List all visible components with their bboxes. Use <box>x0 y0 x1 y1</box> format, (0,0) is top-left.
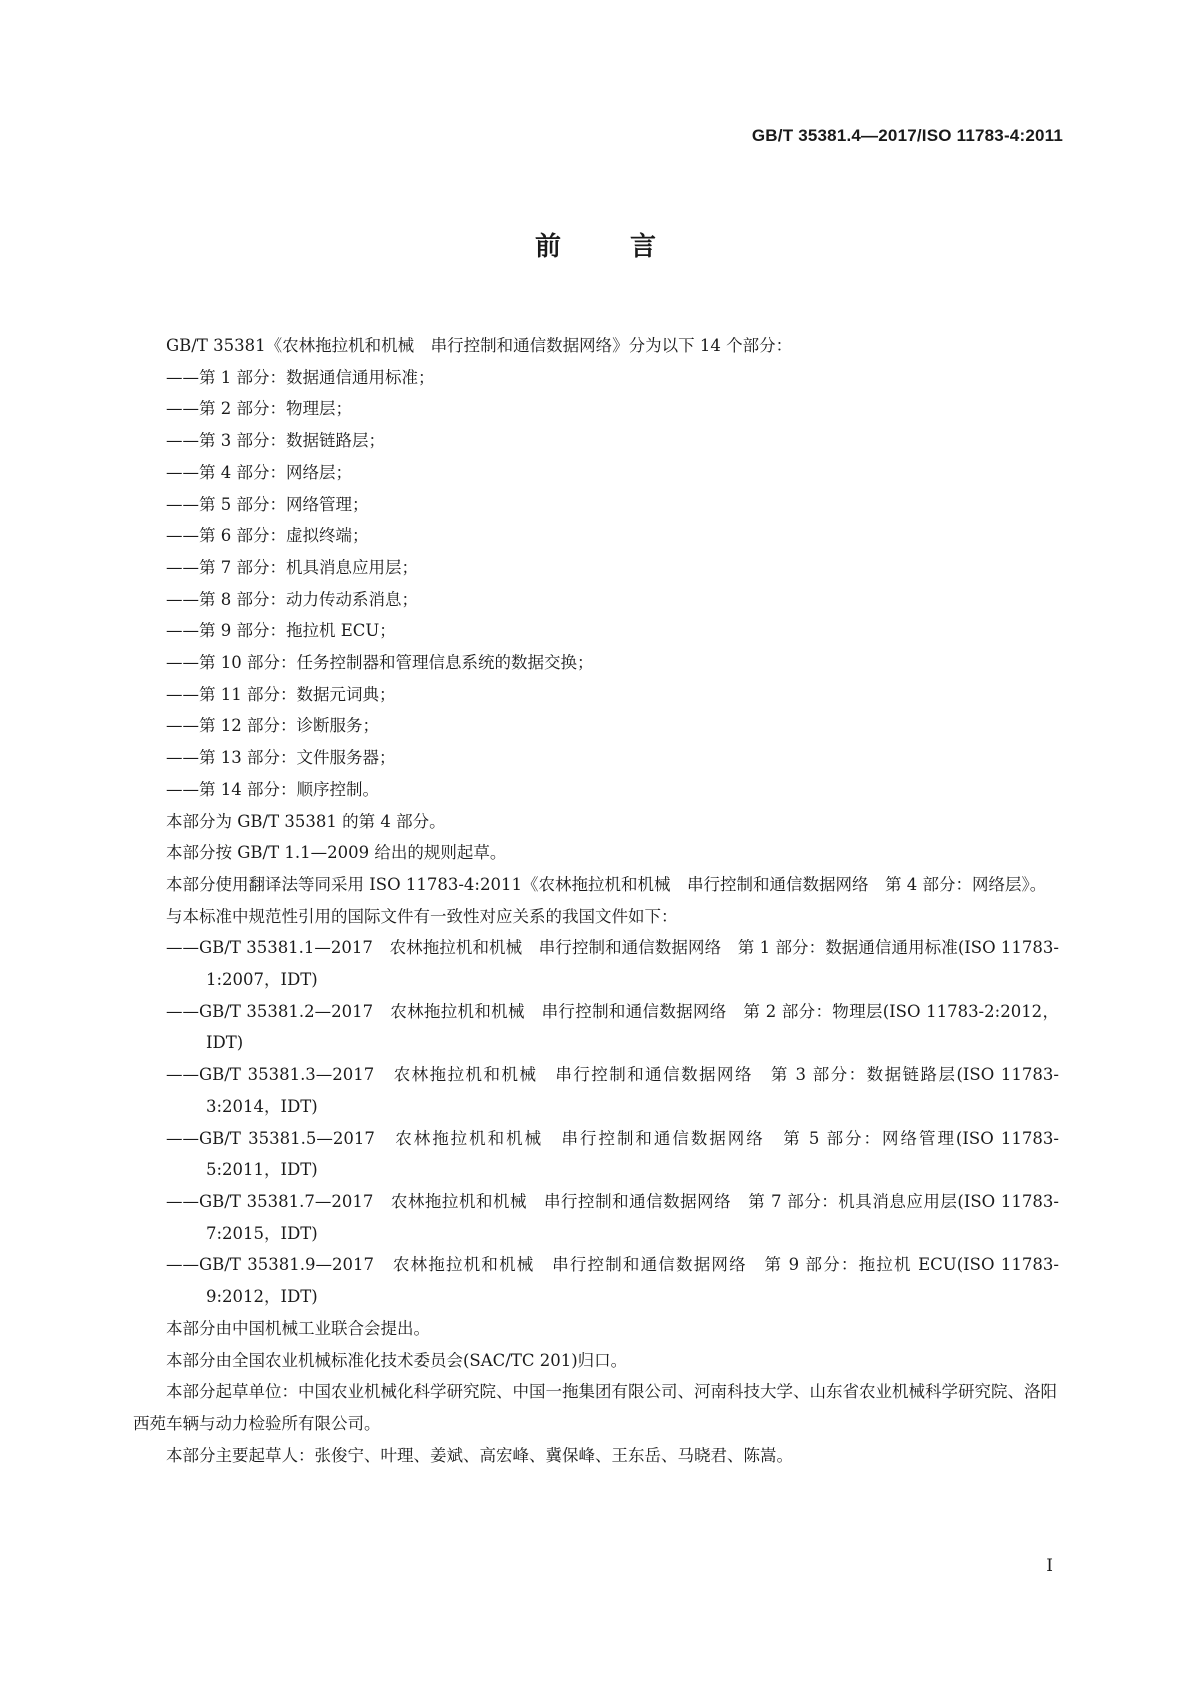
part-item: ——第 4 部分：网络层； <box>166 462 352 482</box>
part-item: ——第 12 部分：诊断服务； <box>166 716 379 736</box>
statement-paragraph: 本部分为 GB/T 35381 的第 4 部分。 <box>166 811 446 831</box>
part-item: ——第 13 部分：文件服务器； <box>166 748 396 768</box>
page-number: I <box>1046 1556 1053 1576</box>
statement-paragraph: 本部分按 GB/T 1.1—2009 给出的规则起草。 <box>166 843 507 863</box>
part-item: ——第 9 部分：拖拉机 ECU； <box>166 621 396 641</box>
reference-item: ——GB/T 35381.9—2017 农林拖拉机和机械 串行控制和通信数据网络 第 9 部分：拖拉机 ECU(ISO 11783-9:2012，IDT) <box>166 1255 1059 1307</box>
reference-item: ——GB/T 35381.7—2017 农林拖拉机和机械 串行控制和通信数据网络 第 7 部分：机具消息应用层(ISO 11783-7:2015，IDT) <box>166 1191 1059 1243</box>
reference-item: ——GB/T 35381.2—2017 农林拖拉机和机械 串行控制和通信数据网络 第 2 部分：物理层(ISO 11783-2:2012，IDT) <box>166 1001 1059 1053</box>
part-item: ——第 2 部分：物理层； <box>166 399 352 419</box>
statement-paragraph: 与本标准中规范性引用的国际文件有一致性对应关系的我国文件如下： <box>166 906 678 926</box>
part-item: ——第 7 部分：机具消息应用层； <box>166 557 418 577</box>
part-item: ——第 11 部分：数据元词典； <box>166 684 396 704</box>
part-item: ——第 14 部分：顺序控制。 <box>166 779 379 799</box>
part-item: ——第 3 部分：数据链路层； <box>166 431 385 451</box>
part-item: ——第 8 部分：动力传动系消息； <box>166 589 418 609</box>
closing-paragraph: 本部分由全国农业机械标准化技术委员会(SAC/TC 201)归口。 <box>166 1350 628 1370</box>
part-item: ——第 10 部分：任务控制器和管理信息系统的数据交换； <box>166 653 594 673</box>
reference-item: ——GB/T 35381.3—2017 农林拖拉机和机械 串行控制和通信数据网络 第 3 部分：数据链路层(ISO 11783-3:2014，IDT) <box>166 1065 1059 1116</box>
part-item: ——第 5 部分：网络管理； <box>166 494 369 514</box>
part-item: ——第 1 部分：数据通信通用标准； <box>166 367 435 387</box>
foreword-body <box>133 330 1059 1471</box>
intro-paragraph: GB/T 35381《农林拖拉机和机械 串行控制和通信数据网络》分为以下 14 个部分： <box>166 336 793 355</box>
part-item: ——第 6 部分：虚拟终端； <box>166 526 369 546</box>
closing-paragraph: 本部分主要起草人：张俊宁、叶理、姜斌、高宏峰、冀保峰、王东岳、马晓君、陈嵩。 <box>166 1445 793 1465</box>
closing-paragraph: 本部分由中国机械工业联合会提出。 <box>166 1318 430 1338</box>
reference-item: ——GB/T 35381.1—2017 农林拖拉机和机械 串行控制和通信数据网络 第 1 部分：数据通信通用标准(ISO 11783-1:2007，IDT) <box>166 938 1059 990</box>
page-title: 前 言 <box>534 232 687 262</box>
closing-paragraph: 本部分起草单位：中国农业机械化科学研究院、中国一拖集团有限公司、河南科技大学、山东省农业机械科学研究院、洛阳西苑车辆与动力检验所有限公司。 <box>133 1382 1057 1433</box>
statement-paragraph: 本部分使用翻译法等同采用 ISO 11783-4:2011《农林拖拉机和机械 串行控制和通信数据网络 第 4 部分：网络层》。 <box>166 874 1047 894</box>
standard-code: GB/T 35381.4—2017/ISO 11783-4:2011 <box>751 126 1063 145</box>
reference-item: ——GB/T 35381.5—2017 农林拖拉机和机械 串行控制和通信数据网络 第 5 部分：网络管理(ISO 11783-5:2011，IDT) <box>166 1128 1059 1180</box>
